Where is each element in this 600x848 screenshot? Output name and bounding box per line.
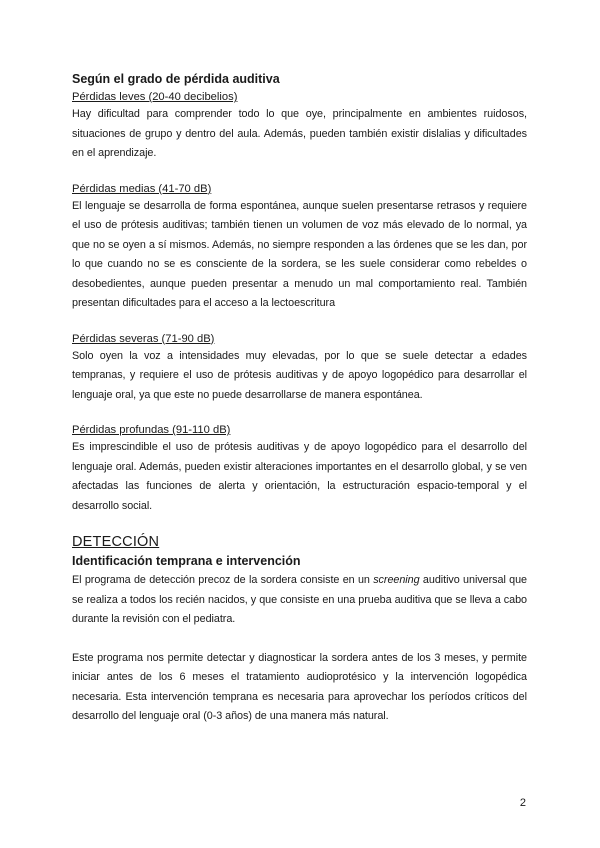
subheading-leves: Pérdidas leves (20-40 decibelios) bbox=[72, 91, 238, 103]
subheading-severas: Pérdidas severas (71-90 dB) bbox=[72, 332, 215, 345]
section-heading-grado: Según el grado de pérdida auditiva bbox=[72, 72, 280, 86]
paragraph-profundas: Es imprescindible el uso de prótesis auditivas y de apoyo logopédico para el desarrollo del lenguaje oral. Además, pueden existir alteraciones importantes en el desarrollo global, y se ven afectadas las funciones de alerta y orientación, la estructuración espacio-temporal y el desarrollo social. bbox=[72, 441, 527, 512]
document-page bbox=[72, 72, 527, 727]
paragraph-severas: Solo oyen la voz a intensidades muy elevadas, por lo que se suele detectar a edades tempranas, y requiere el uso de prótesis auditivas y de apoyo logopédico para desarrollar el lenguaje oral, ya que este no puede desarrollarse de manera espontánea. bbox=[72, 349, 527, 401]
screening-term: screening bbox=[373, 574, 420, 586]
section-title-deteccion: DETECCIÓN bbox=[72, 534, 160, 550]
subtitle-identificacion: Identificación temprana e intervención bbox=[72, 554, 301, 568]
paragraph-deteccion-1 bbox=[72, 571, 527, 630]
paragraph-deteccion-1-end: auditivo universal que se realiza a todos los recién nacidos, y que consiste en una prueba auditiva que se lleva a cabo durante la revisión con el pediatra. bbox=[72, 574, 527, 625]
paragraph-medias: El lenguaje se desarrolla de forma espontánea, aunque suelen presentarse retrasos y requiere el uso de prótesis auditivas; también tienen un volumen de voz más elevado de lo normal, ya que no se oyen a sí mismos. Además, no siempre responden a las órdenes que se les dan, por lo que cuando no se es consciente de la sordera, se les suele considerar como rebeldes o desobedientes, aunque pueden presentar a menudo un mal comportamiento real. También presentan dificultades para el acceso a la lectoescritura bbox=[72, 199, 527, 309]
paragraph-leves: Hay dificultad para comprender todo lo que oye, principalmente en ambientes ruidosos, situaciones de grupo y dentro del aula. Además, pueden también existir dislalias y dificultades en el aprendizaje. bbox=[72, 108, 527, 159]
paragraph-deteccion-2: Este programa nos permite detectar y diagnosticar la sordera antes de los 3 meses, y permite iniciar antes de los 6 meses el tratamiento audioprotésico y la intervención logopédica necesaria. Esta intervención temprana es necesaria para aprovechar los períodos críticos del desarrollo del lenguaje oral (0-3 años) de una manera más natural. bbox=[72, 651, 527, 722]
page-number: 2 bbox=[519, 797, 526, 809]
paragraph-deteccion-1-start: El programa de detección precoz de la sordera consiste en un bbox=[72, 574, 374, 586]
subheading-medias: Pérdidas medias (41-70 dB) bbox=[72, 182, 212, 195]
subheading-profundas: Pérdidas profundas (91-110 dB) bbox=[72, 424, 231, 436]
